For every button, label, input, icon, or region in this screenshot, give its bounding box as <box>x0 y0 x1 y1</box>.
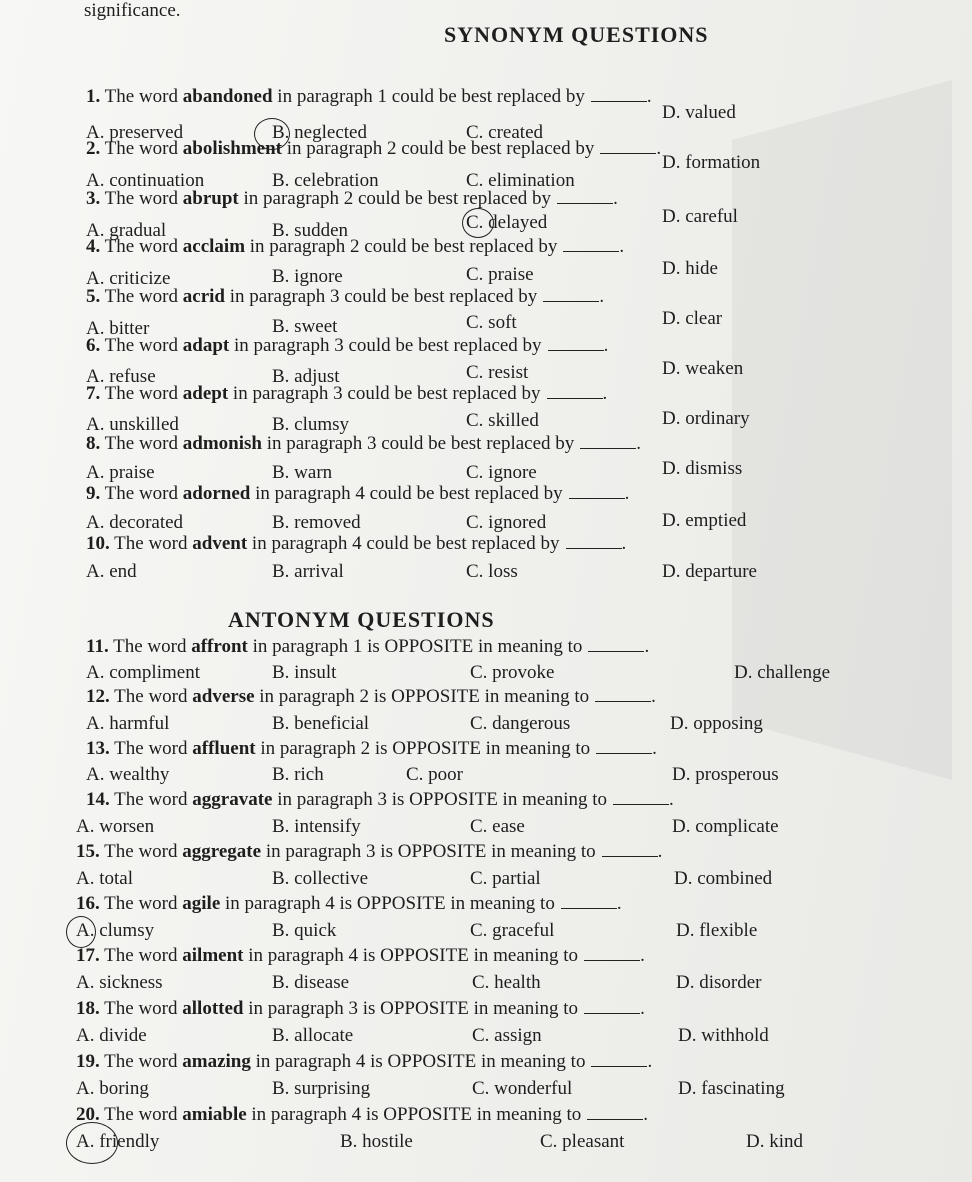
header-text: significance. <box>84 0 181 21</box>
question-20: 20. The word amiable in paragraph 4 is OPPOSITE in meaning to . <box>76 1104 648 1125</box>
option-d[interactable]: D. weaken <box>662 358 744 379</box>
question-18: 18. The word allotted in paragraph 3 is OPPOSITE in meaning to . <box>76 998 645 1019</box>
option-a[interactable]: A. refuse <box>86 366 156 387</box>
option-d[interactable]: D. withhold <box>678 1025 769 1046</box>
option-d[interactable]: D. prosperous <box>672 764 779 785</box>
option-a[interactable]: A. boring <box>76 1078 149 1099</box>
question-8: 8. The word admonish in paragraph 3 could be best replaced by . <box>86 433 642 454</box>
option-d[interactable]: D. ordinary <box>662 408 750 429</box>
option-d[interactable]: D. combined <box>674 868 773 889</box>
question-10: 10. The word advent in paragraph 4 could be best replaced by . <box>86 533 627 554</box>
option-c[interactable]: C. ignored <box>466 512 547 533</box>
question-15-options <box>0 868 972 892</box>
option-a[interactable]: A. unskilled <box>86 414 179 435</box>
option-a[interactable]: A. clumsy <box>76 920 155 941</box>
option-d[interactable]: D. kind <box>746 1131 803 1152</box>
option-c[interactable]: C. health <box>472 972 541 993</box>
option-c[interactable]: C. ignore <box>466 462 537 483</box>
question-19-options <box>0 1078 972 1102</box>
option-d[interactable]: D. opposing <box>670 713 763 734</box>
option-a[interactable]: A. harmful <box>86 713 170 734</box>
question-10-options <box>0 561 972 585</box>
option-d[interactable]: D. fascinating <box>678 1078 785 1099</box>
option-c[interactable]: C. resist <box>466 362 529 383</box>
question-14-options <box>0 816 972 840</box>
option-c[interactable]: C. ease <box>470 816 525 837</box>
option-d[interactable]: D. challenge <box>734 662 831 683</box>
question-20-options <box>0 1131 972 1155</box>
question-5: 5. The word acrid in paragraph 3 could be best replaced by . <box>86 286 605 307</box>
option-b[interactable]: B. beneficial <box>272 713 370 734</box>
question-14: 14. The word aggravate in paragraph 3 is OPPOSITE in meaning to . <box>86 789 674 810</box>
option-b[interactable]: B. rich <box>272 764 324 785</box>
option-c[interactable]: C. assign <box>472 1025 542 1046</box>
option-d[interactable]: D. flexible <box>676 920 758 941</box>
option-c[interactable]: C. dangerous <box>470 713 571 734</box>
question-17-options <box>0 972 972 996</box>
antonym-heading: ANTONYM QUESTIONS <box>228 607 495 632</box>
option-a[interactable]: A. decorated <box>86 512 184 533</box>
option-d[interactable]: D. hide <box>662 258 718 279</box>
question-7: 7. The word adept in paragraph 3 could be best replaced by . <box>86 383 608 404</box>
question-3: 3. The word abrupt in paragraph 2 could be best replaced by . <box>86 188 618 209</box>
question-16-options <box>0 920 972 944</box>
option-b[interactable]: B. hostile <box>340 1131 413 1152</box>
option-b[interactable]: B. adjust <box>272 366 340 387</box>
option-b[interactable]: B. ignore <box>272 266 343 287</box>
question-4: 4. The word acclaim in paragraph 2 could be best replaced by . <box>86 236 625 257</box>
option-b[interactable]: B. disease <box>272 972 350 993</box>
question-6: 6. The word adapt in paragraph 3 could be best replaced by . <box>86 335 609 356</box>
question-12: 12. The word adverse in paragraph 2 is OPPOSITE in meaning to . <box>86 686 656 707</box>
option-d[interactable]: D. clear <box>662 308 723 329</box>
option-d[interactable]: D. formation <box>662 152 761 173</box>
question-16: 16. The word agile in paragraph 4 is OPPOSITE in meaning to . <box>76 893 622 914</box>
option-a[interactable]: A. divide <box>76 1025 147 1046</box>
option-b[interactable]: B. insult <box>272 662 337 683</box>
question-17: 17. The word ailment in paragraph 4 is OPPOSITE in meaning to . <box>76 945 645 966</box>
option-b[interactable]: B. clumsy <box>272 414 350 435</box>
option-d[interactable]: D. valued <box>662 102 736 123</box>
question-13: 13. The word affluent in paragraph 2 is OPPOSITE in meaning to . <box>86 738 657 759</box>
option-d[interactable]: D. disorder <box>676 972 762 993</box>
option-b[interactable]: B. collective <box>272 868 369 889</box>
question-12-options <box>0 713 972 737</box>
option-c[interactable]: C. pleasant <box>540 1131 625 1152</box>
option-b[interactable]: B. celebration <box>272 170 379 191</box>
option-c[interactable]: C. delayed <box>466 212 548 233</box>
option-c[interactable]: C. poor <box>406 764 463 785</box>
option-c[interactable]: C. praise <box>466 264 534 285</box>
option-d[interactable]: D. careful <box>662 206 738 227</box>
option-a[interactable]: A. praise <box>86 462 155 483</box>
option-a[interactable]: A. total <box>76 868 133 889</box>
option-a[interactable]: A. worsen <box>76 816 155 837</box>
option-b[interactable]: B. warn <box>272 462 333 483</box>
question-11: 11. The word affront in paragraph 1 is OPPOSITE in meaning to . <box>86 636 650 657</box>
option-b[interactable]: B. arrival <box>272 561 344 582</box>
option-c[interactable]: C. provoke <box>470 662 555 683</box>
question-9: 9. The word adorned in paragraph 4 could be best replaced by . <box>86 483 630 504</box>
option-a[interactable]: A. continuation <box>86 170 205 191</box>
question-11-options <box>0 662 972 686</box>
option-b[interactable]: B. sudden <box>272 220 348 241</box>
option-a[interactable]: A. criticize <box>86 268 171 289</box>
option-d[interactable]: D. departure <box>662 561 757 582</box>
option-c[interactable]: C. soft <box>466 312 517 333</box>
option-b[interactable]: B. surprising <box>272 1078 371 1099</box>
option-c[interactable]: C. partial <box>470 868 541 889</box>
question-1: 1. The word abandoned in paragraph 1 could be best replaced by . <box>86 86 652 107</box>
option-c[interactable]: C. wonderful <box>472 1078 573 1099</box>
question-2: 2. The word abolishment in paragraph 2 could be best replaced by . <box>86 138 662 159</box>
question-13-options <box>0 764 972 788</box>
option-d[interactable]: D. dismiss <box>662 458 743 479</box>
synonym-heading: SYNONYM QUESTIONS <box>444 22 709 47</box>
option-c[interactable]: C. loss <box>466 561 518 582</box>
question-18-options <box>0 1025 972 1049</box>
option-b[interactable]: B. sweet <box>272 316 338 337</box>
option-b[interactable]: B. neglected <box>272 122 367 143</box>
option-a[interactable]: A. sickness <box>76 972 163 993</box>
option-b[interactable]: B. quick <box>272 920 337 941</box>
option-d[interactable]: D. emptied <box>662 510 747 531</box>
question-15: 15. The word aggregate in paragraph 3 is OPPOSITE in meaning to . <box>76 841 663 862</box>
option-c[interactable]: C. graceful <box>470 920 555 941</box>
option-c[interactable]: C. created <box>466 122 544 143</box>
option-b[interactable]: B. intensify <box>272 816 361 837</box>
option-c[interactable]: C. skilled <box>466 410 539 431</box>
option-a[interactable]: A. preserved <box>86 122 184 143</box>
option-d[interactable]: D. complicate <box>672 816 779 837</box>
option-a[interactable]: A. bitter <box>86 318 150 339</box>
option-a[interactable]: A. gradual <box>86 220 167 241</box>
option-a[interactable]: A. wealthy <box>86 764 170 785</box>
option-a[interactable]: A. compliment <box>86 662 200 683</box>
option-a[interactable]: A. end <box>86 561 137 582</box>
option-b[interactable]: B. allocate <box>272 1025 354 1046</box>
option-b[interactable]: B. removed <box>272 512 361 533</box>
option-a[interactable]: A. friendly <box>76 1131 160 1152</box>
option-c[interactable]: C. elimination <box>466 170 575 191</box>
question-19: 19. The word amazing in paragraph 4 is OPPOSITE in meaning to . <box>76 1051 653 1072</box>
